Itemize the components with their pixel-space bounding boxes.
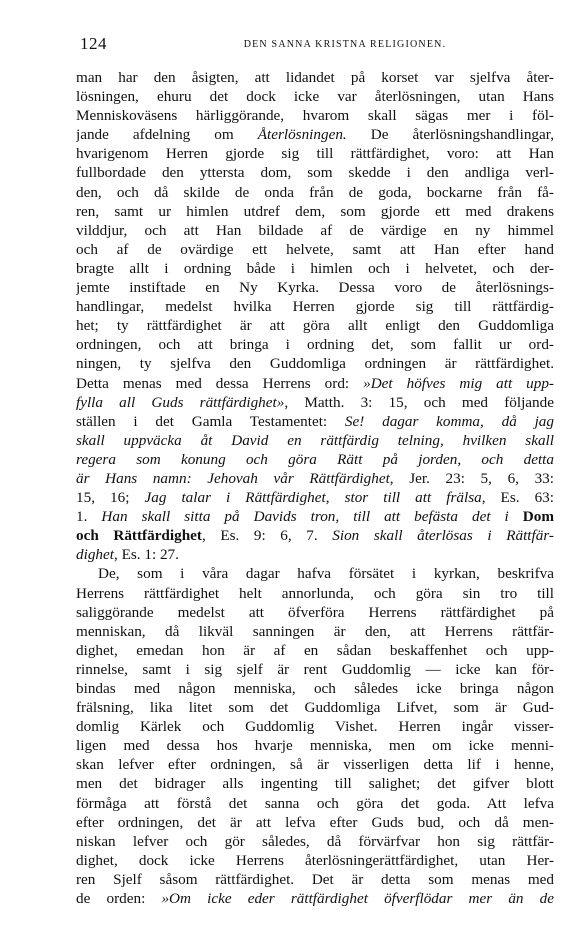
text-segment: ordningen, och att bringa i ordning det, som fallit ur ord- [76,336,554,354]
text-line [76,755,554,774]
text-segment: De, som i våra dagar hafva försätet i kyrkan, beskrifva [98,565,554,583]
text-segment: Detta menas med dessa Herrens ord: [76,374,364,392]
text-segment: Dom [508,508,554,526]
page-header [80,34,550,56]
running-title: DEN SANNA KRISTNA RELIGIONEN. [243,39,447,50]
text-line [76,335,554,354]
text-segment: menniskan, då likväl sanningen är den, att Herrens rättfär- [76,622,554,640]
text-segment: domlig Kärlek och Guddomlig Vishet. Herren ingår visser- [76,718,554,736]
text-segment: vilddjur, och att Han bildade af de värdige en ny himmel [76,221,554,239]
text-segment: Menniskoväsens härliggörande, hvarom skall sägas mer i föl- [76,107,554,125]
text-line [76,106,554,125]
text-segment: jande afdelning om [76,126,258,144]
text-segment: niskan lefver och gör således, då förvärfvar hon sig rättfär- [76,832,554,850]
text-line [76,774,554,793]
text-segment: dighet [76,546,114,564]
text-line [76,717,554,736]
text-segment: är Hans namn: Jehovah vår Rättfärdighet [76,469,390,487]
text-segment: dighet, emedan hon är af en sådan beskaffenhet och upp- [76,641,554,659]
text-line [76,221,554,240]
text-line [76,163,554,182]
text-segment: de orden: [76,890,162,908]
text-segment: ningen, ty sjelfva den Guddomliga ordningen är rättfärdighet. [76,355,554,373]
text-segment: fullbordade den yttersta dom, som skedde i den andliga verl- [76,164,554,182]
text-line [76,431,554,450]
text-segment: bindas med någon menniska, och således icke bringa någon [76,680,554,697]
text-line [76,202,554,221]
text-line [76,698,554,717]
text-line [76,469,554,488]
text-segment: »Det höfves mig att upp- [363,374,554,392]
text-segment: het; ty rättfärdighet är att göra allt enligt den Guddomliga [76,317,554,335]
text-line [76,870,554,889]
text-segment: förmåga att förstå det sanna och göra det goda. Att lefva [76,794,554,812]
text-segment: ställen i det Gamla Testamentet: [76,412,345,430]
text-segment: , Matth. 3: 15, och med följande [284,393,554,411]
text-segment: handlingar, medelst hvilka Herren gjorde sig till rättfärdig- [76,298,554,316]
text-line [76,507,554,526]
text-line [76,622,554,641]
text-segment: regera som konung och göra Rätt på jorden, och detta [76,450,554,468]
text-segment: Herrens rättfärdighet helt annorlunda, och göra sin tro till [76,584,554,602]
text-segment: man har den åsigten, att lidandet på korset var sjelfva åter- [76,69,554,86]
text-line [76,584,554,603]
text-line [76,393,554,412]
text-segment: hvarigenom Herren gjorde sig till rättfärdighet, voro: att Han [76,145,554,163]
text-line [76,259,554,278]
text-line [76,660,554,679]
text-segment: »Om icke eder rättfärdighet öfverflödar mer än de [161,890,554,908]
text-line [76,450,554,469]
text-segment: , Es. 9: 6, 7. [201,527,333,545]
text-segment: men det bidrager alls ingenting till salighet; det gifver blott [76,775,554,793]
text-segment: Se! dagar komma, då jag [344,412,554,430]
text-line [76,641,554,660]
text-segment: skall uppväcka åt David en rättfärdig telning, hvilken skall [76,431,554,449]
text-line [76,832,554,851]
text-line [76,316,554,335]
text-segment: efter ordningen, det är att lefva efter Guds bud, och då men- [76,813,554,831]
text-line [76,488,554,507]
text-segment: frälsning, lika litet som det Guddomliga Lifvet, som är Gud- [76,699,554,717]
text-segment: rinnelse, samt i sig sjelf är rent Guddomlig — icke kan för- [76,660,554,678]
text-segment: ren Sjelf såsom rättfärdighet. Det är detta som menas med [76,870,554,888]
text-line [76,240,554,259]
text-line [76,278,554,297]
text-line [76,889,554,908]
text-segment: Sion skall återlösas i Rättfär- [332,527,554,545]
text-line [76,794,554,813]
text-segment: 15, 16; [76,489,145,507]
text-segment: Han skall sitta på Davids tron, till att befästa det i [101,508,509,526]
text-line [76,526,554,545]
text-line [76,736,554,755]
text-segment: bragte allt i ordning både i himlen och i helvetet, och der- [76,259,554,277]
text-line [76,412,554,431]
text-line [76,679,554,698]
text-line [76,68,554,87]
text-line [76,125,554,144]
text-segment: De återlösningshandlingar, [346,126,554,144]
page-number: 124 [80,34,107,53]
text-segment: , Es. 1: 27. [113,546,179,564]
text-line [76,374,554,393]
text-segment: saliggörande medelst att öfverföra Herrens rättfärdighet på [76,603,554,621]
text-segment: skan lefver efter ordningen, så är visserligen detta lif i henne, [76,756,554,774]
text-segment: dighet, dock icke Herrens återlösningerättfärdighet, utan Her- [76,851,554,869]
text-line [76,564,554,583]
text-line [76,813,554,832]
text-line [76,851,554,870]
text-segment: ren, samt ur himlen utdref dem, som gjorde ett med drakens [76,202,554,220]
text-segment: lösningen, ehuru det dock icke var återlösningen, utan Hans [76,88,554,106]
text-segment: den, och då skilde de onda från de goda, bockarne från få- [76,183,554,201]
text-line [76,603,554,622]
text-segment: jemte instiftade en Ny Kyrka. Dessa voro de återlösnings- [76,279,554,297]
body-text [76,68,554,908]
text-line [76,297,554,316]
text-segment: och Rättfärdighet [76,527,202,545]
text-segment: Jag talar i Rättfärdighet, stor till att frälsa [144,489,482,507]
text-line [76,144,554,163]
text-segment: , Jer. 23: 5, 6, 33: [389,469,554,487]
text-line [76,87,554,106]
text-line [76,183,554,202]
text-segment: 1. [76,508,102,526]
text-segment: fylla all Guds rättfärdighet» [76,393,285,411]
text-line [76,545,554,564]
text-segment: Återlösningen. [257,126,347,144]
text-segment: och af de ovärdige ett helvete, samt att Han efter hand [76,240,554,258]
text-segment: ligen med dessa hos hvarje menniska, men om icke menni- [76,737,554,755]
text-segment: , Es. 63: [481,489,554,507]
text-line [76,354,554,373]
